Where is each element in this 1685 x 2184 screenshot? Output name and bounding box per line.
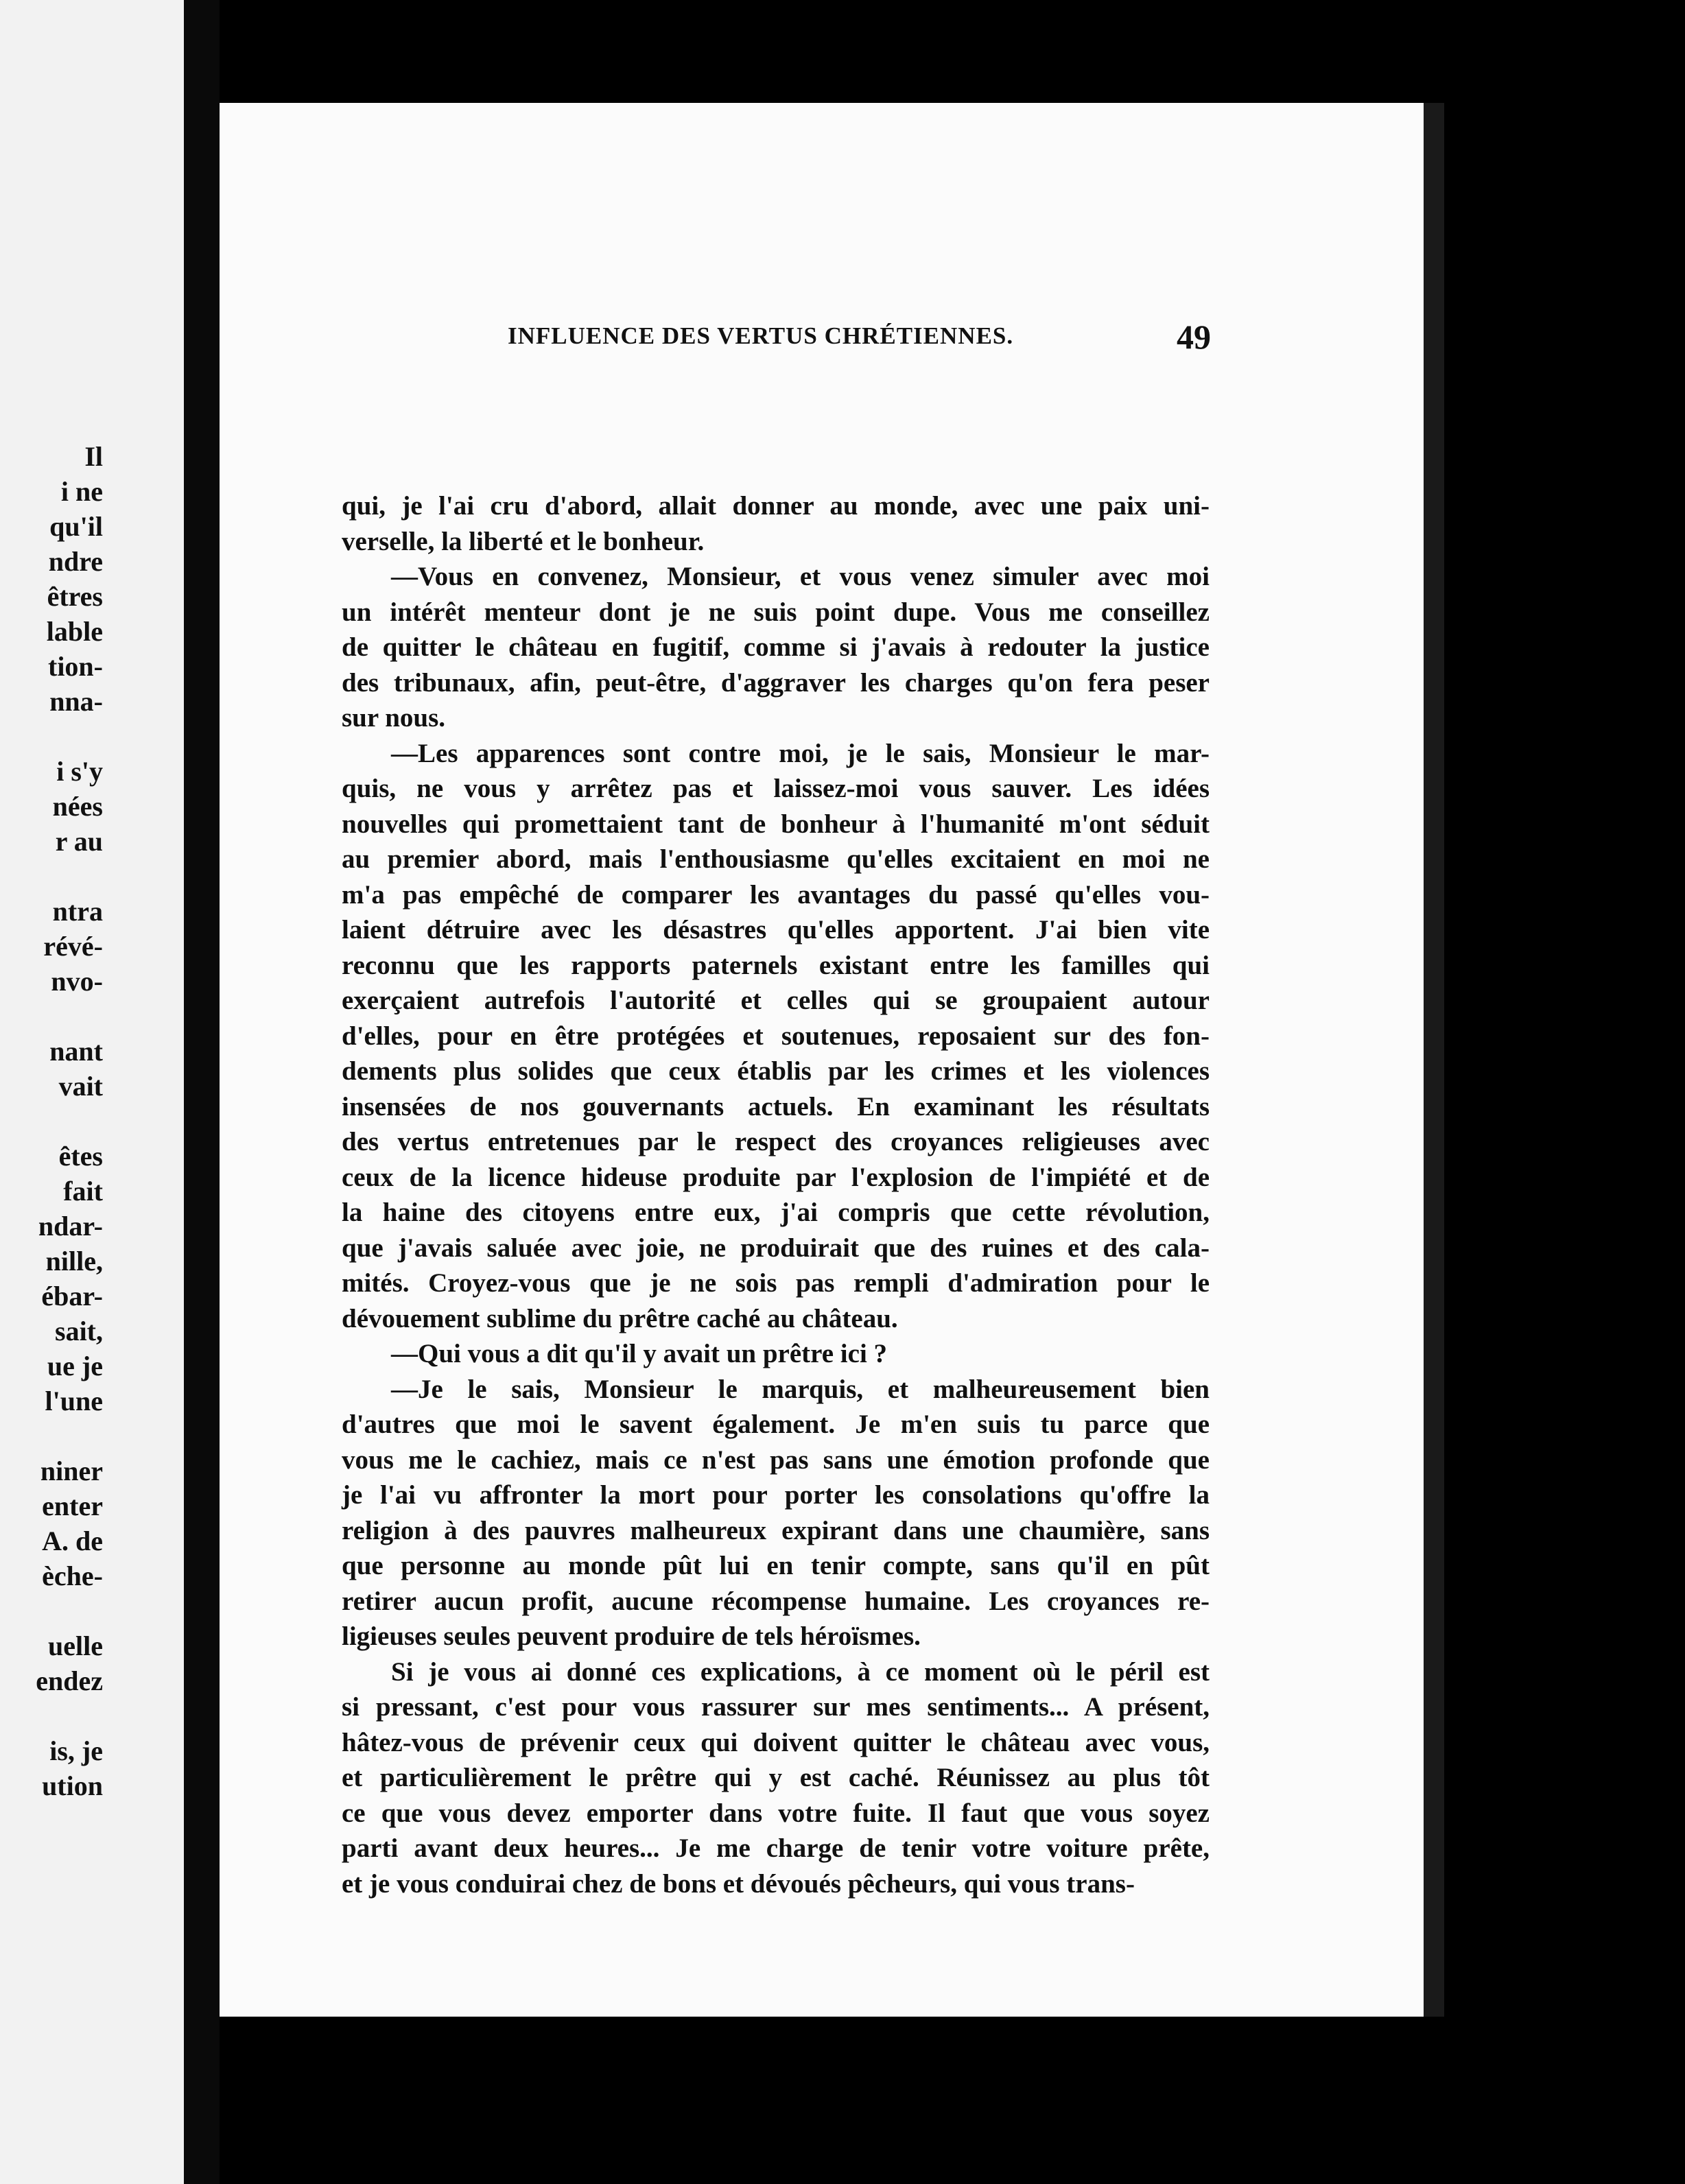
facing-page-fragment (0, 999, 103, 1034)
text-line: et particulièrement le prêtre qui y est caché. Réunissez au plus tôt (342, 1763, 1210, 1792)
text-line: parti avant deux heures... Je me charge de tenir votre voiture prête, (342, 1833, 1210, 1863)
facing-page-fragment: uelle (48, 1630, 103, 1661)
facing-page-fragment: nées (52, 791, 103, 822)
text-line: nouvelles qui promettaient tant de bonheur à l'humanité m'ont séduit (342, 809, 1210, 839)
page-number: 49 (1177, 318, 1211, 356)
facing-page-fragment: is, je (49, 1735, 103, 1766)
facing-page-fragment: nna- (49, 686, 103, 717)
text-line: verselle, la liberté et le bonheur. (342, 526, 705, 556)
text-line: que personne au monde pût lui en tenir compte, sans qu'il en pût (342, 1551, 1210, 1580)
facing-page-fragment: ntra (52, 896, 103, 927)
facing-page-fragment (0, 1104, 103, 1139)
facing-page-fragment (0, 1698, 103, 1733)
page-edge-shadow (1424, 103, 1444, 2017)
facing-page-fragment (0, 1419, 103, 1453)
text-line: retirer aucun profit, aucune récompense humaine. Les croyances re- (342, 1586, 1210, 1616)
text-line: Si je vous ai donné ces explications, à ce moment où le péril est (391, 1657, 1210, 1687)
text-line: si pressant, c'est pour vous rassurer sur mes sentiments... A présent, (342, 1692, 1210, 1722)
facing-page-fragment: A. de (42, 1526, 103, 1556)
facing-page-fragment: tion- (48, 651, 103, 682)
facing-page-fragment: enter (42, 1491, 103, 1521)
facing-page-fragment: ue je (47, 1351, 103, 1381)
facing-page-fragment: i ne (60, 476, 103, 507)
facing-page-fragment: qu'il (49, 511, 103, 542)
text-line: d'autres que moi le savent également. Je m'en suis tu parce que (342, 1410, 1210, 1439)
text-line: quis, ne vous y arrêtez pas et laissez-moi vous sauver. Les idées (342, 774, 1210, 803)
text-line: insensées de nos gouvernants actuels. En examinant les résultats (342, 1091, 1210, 1121)
facing-page-fragment: nille, (45, 1246, 103, 1277)
text-line: la haine des citoyens entre eux, j'ai compris que cette révolution, (342, 1198, 1210, 1227)
text-line: hâtez-vous de prévenir ceux qui doivent quitter le château avec vous, (342, 1727, 1210, 1757)
text-line: et je vous conduirai chez de bons et dévoués pêcheurs, qui vous trans- (342, 1868, 1135, 1899)
text-line: sur nous. (342, 703, 446, 733)
facing-page-fragment: nant (49, 1036, 103, 1067)
text-line: de quitter le château en fugitif, comme si j'avais à redouter la justice (342, 632, 1210, 662)
facing-page-fragment: l'une (45, 1386, 103, 1416)
text-line: ce que vous devez emporter dans votre fuite. Il faut que vous soyez (342, 1798, 1210, 1828)
page-body-text (342, 488, 1210, 1901)
text-line: —Je le sais, Monsieur le marquis, et malheureusement bien (391, 1374, 1210, 1404)
facing-page-text (0, 439, 103, 1803)
text-line: qui, je l'ai cru d'abord, allait donner au monde, avec une paix uni- (342, 491, 1210, 521)
facing-page-fragment: vait (58, 1071, 103, 1102)
facing-page-fragment: ébar- (41, 1281, 103, 1311)
text-line: ceux de la licence hideuse produite par l'explosion de l'impiété et de (342, 1162, 1210, 1192)
running-title: INFLUENCE DES VERTUS CHRÉTIENNES. (508, 322, 1014, 349)
text-line: dévouement sublime du prêtre caché au château. (342, 1303, 898, 1333)
facing-page (0, 0, 184, 2184)
facing-page-fragment: Il (84, 441, 103, 472)
text-line: ligieuses seules peuvent produire de tels héroïsmes. (342, 1622, 921, 1651)
facing-page-fragment: r au (55, 826, 103, 857)
facing-page-fragment: ndre (48, 546, 103, 577)
facing-page-fragment: nvo- (51, 966, 103, 997)
text-line: —Qui vous a dit qu'il y avait un prêtre ici ? (391, 1339, 888, 1368)
facing-page-fragment: révé- (43, 931, 103, 962)
page-header (288, 318, 1211, 370)
facing-page-fragment (0, 859, 103, 894)
text-line: d'elles, pour en être protégées et soutenues, reposaient sur des fon- (342, 1021, 1210, 1051)
facing-page-fragment: lable (46, 616, 103, 647)
text-line: religion à des pauvres malheureux expirant dans une chaumière, sans (342, 1515, 1210, 1545)
text-line: reconnu que les rapports paternels existant entre les familles qui (342, 950, 1210, 980)
text-line: vous me le cachiez, mais ce n'est pas sans une émotion profonde que (342, 1445, 1210, 1475)
facing-page-fragment: êtres (47, 581, 103, 612)
text-line: m'a pas empêché de comparer les avantages du passé qu'elles vou- (342, 879, 1210, 910)
facing-page-fragment: i s'y (56, 756, 103, 787)
text-line: au premier abord, mais l'enthousiasme qu'elles excitaient en moi ne (342, 844, 1210, 874)
text-line: —Vous en convenez, Monsieur, et vous venez simuler avec moi (391, 562, 1210, 591)
text-line: des tribunaux, afin, peut-être, d'aggraver les charges qu'on fera peser (342, 667, 1210, 698)
facing-page-fragment: sait, (55, 1316, 103, 1346)
facing-page-fragment: ution (42, 1770, 103, 1801)
text-line: mités. Croyez-vous que je ne sois pas rempli d'admiration pour le (342, 1268, 1210, 1298)
facing-page-fragment: êtes (58, 1141, 103, 1172)
text-line: que j'avais saluée avec joie, ne produirait que des ruines et des cala- (342, 1233, 1210, 1263)
facing-page-fragment: niner (40, 1456, 103, 1486)
facing-page-fragment (0, 719, 103, 754)
text-line: un intérêt menteur dont je ne suis point dupe. Vous me conseillez (342, 597, 1210, 627)
facing-page-fragment: endez (36, 1665, 103, 1696)
facing-page-fragment: fait (63, 1176, 103, 1207)
text-line: dements plus solides que ceux établis par les crimes et les violences (342, 1056, 1210, 1086)
text-line: exerçaient autrefois l'autorité et celles qui se groupaient autour (342, 986, 1210, 1015)
text-line: —Les apparences sont contre moi, je le sais, Monsieur le mar- (391, 738, 1210, 768)
facing-page-fragment (0, 1593, 103, 1628)
text-line: je l'ai vu affronter la mort pour porter les consolations qu'offre la (342, 1480, 1210, 1510)
facing-page-fragment: ndar- (38, 1211, 103, 1242)
book-gutter (184, 0, 220, 2184)
facing-page-fragment: èche- (42, 1560, 103, 1591)
text-line: laient détruire avec les désastres qu'elles apportent. J'ai bien vite (342, 915, 1210, 945)
text-line: des vertus entretenues par le respect des croyances religieuses avec (342, 1127, 1210, 1156)
